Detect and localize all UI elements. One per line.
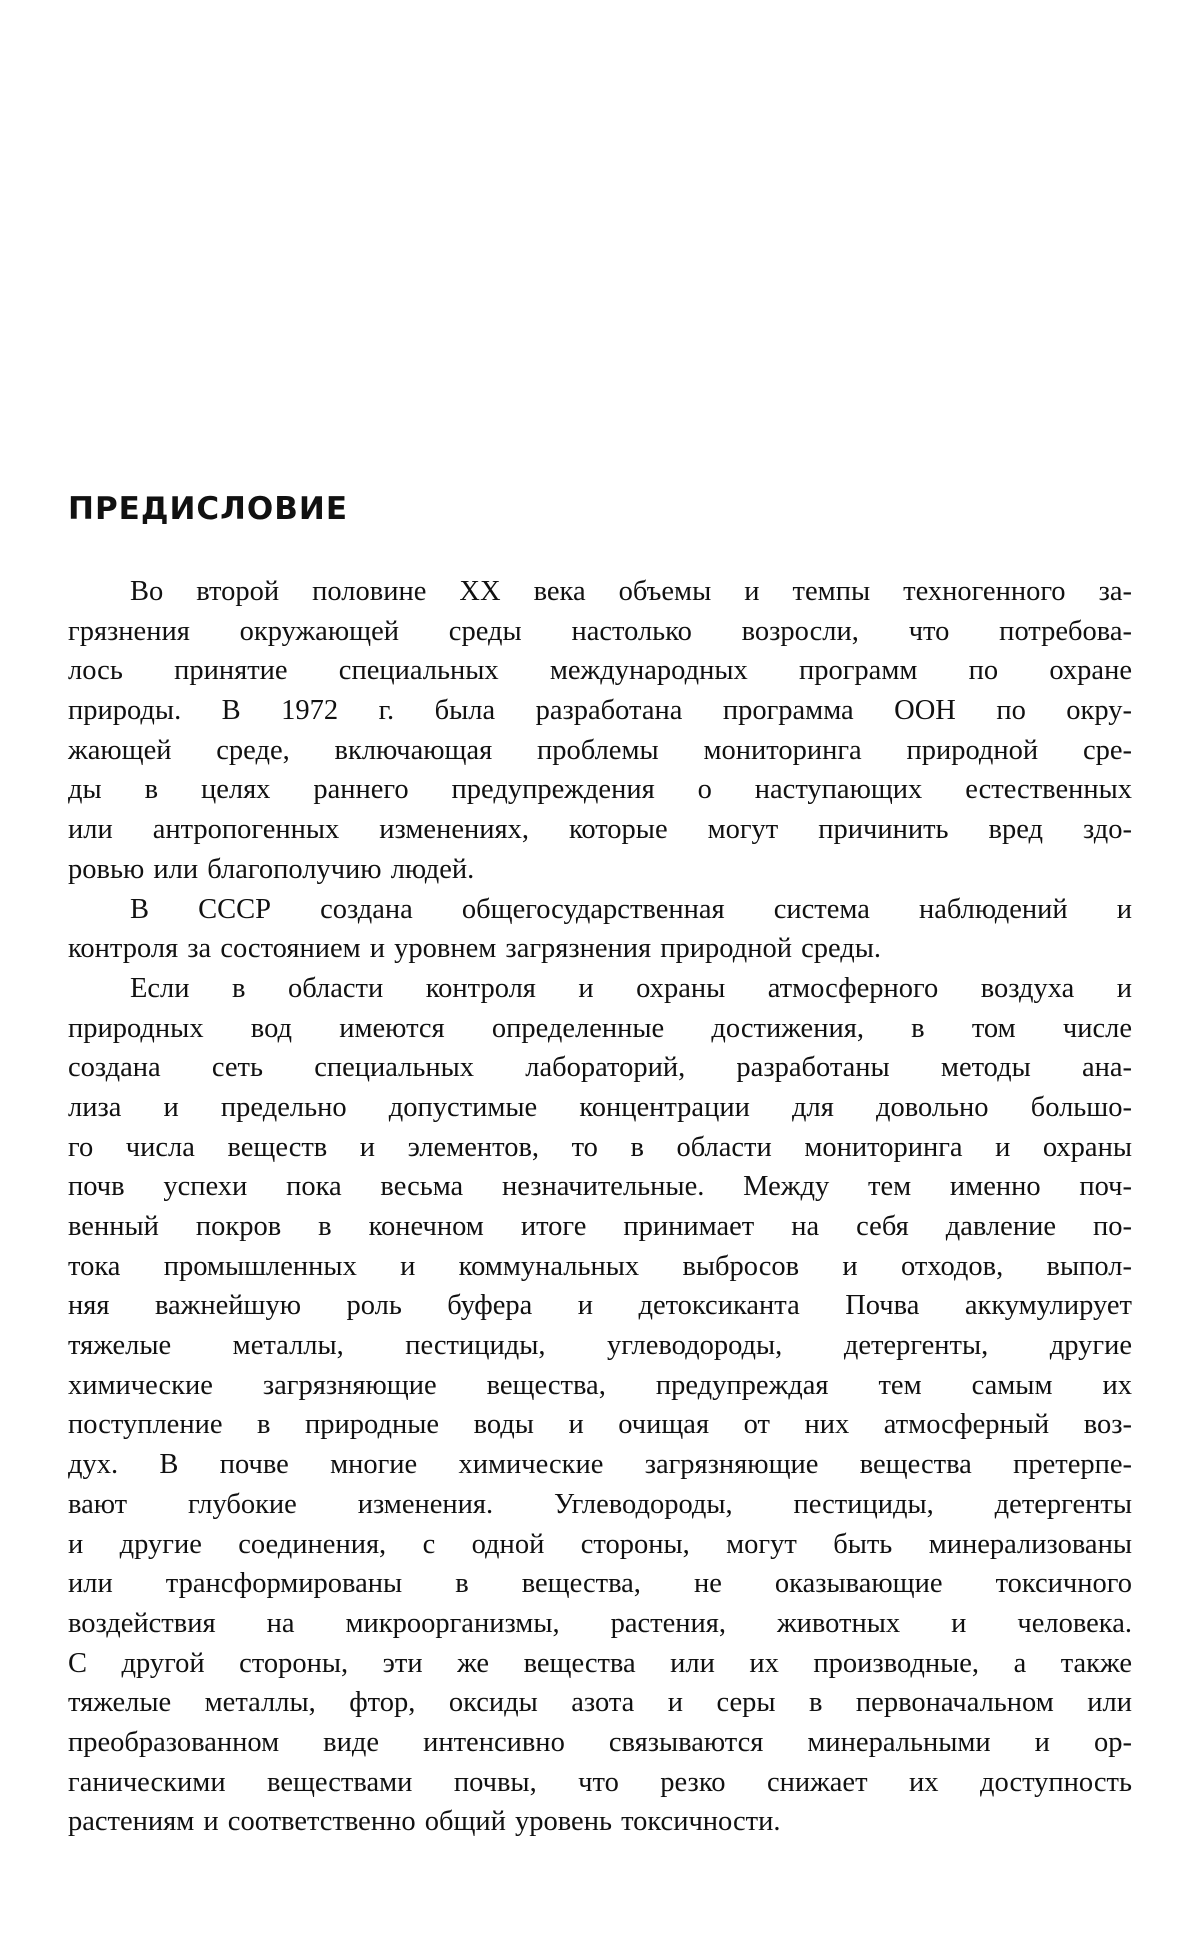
- paragraph-3-line-1: Если в области контроля и охраны атмосферного воздуха и: [130, 972, 1132, 1004]
- paragraph-1-line-2: грязнения окружающей среды настолько возросли, что потребова-: [68, 615, 1132, 647]
- paragraph-3-line-13: дух. В почве многие химические загрязняющие вещества претерпе-: [68, 1449, 1132, 1481]
- paragraph-1-line-8: ровью или благополучию людей.: [68, 853, 475, 885]
- paragraph-3-line-7: венный покров в конечном итоге принимает на себя давление по-: [68, 1211, 1132, 1242]
- paragraph-3-line-16: или трансформированы в вещества, не оказывающие токсичного: [68, 1568, 1132, 1600]
- paragraph-3-line-5: го числа веществ и элементов, то в области мониторинга и охраны: [68, 1131, 1132, 1163]
- paragraph-3-line-4: лиза и предельно допустимые концентрации для довольно большо-: [68, 1091, 1132, 1123]
- paragraph-3-line-22: растениям и соответственно общий уровень токсичности.: [68, 1806, 781, 1838]
- page-title: ПРЕДИСЛОВИЕ: [68, 491, 348, 527]
- paragraph-3-line-20: преобразованном виде интенсивно связываются минеральными и ор-: [68, 1726, 1132, 1758]
- paragraph-3-line-3: создана сеть специальных лабораторий, разработаны методы ана-: [68, 1052, 1132, 1084]
- paragraph-3-line-14: вают глубокие изменения. Углеводороды, пестициды, детергенты: [68, 1488, 1132, 1520]
- paragraph-1-line-4: природы. В 1972 г. была разработана программа ООН по окру-: [68, 695, 1132, 727]
- paragraph-1-line-3: лось принятие специальных международных программ по охране: [68, 655, 1132, 687]
- paragraph-3-line-9: няя важнейшую роль буфера и детоксиканта Почва аккумулирует: [68, 1290, 1132, 1322]
- paragraph-1-line-1: Во второй половине XX века объемы и темпы техногенного за-: [130, 576, 1132, 607]
- paragraph-2-line-2: контроля за состоянием и уровнем загрязнения природной среды.: [68, 933, 882, 965]
- preface-body: [68, 572, 1132, 1842]
- paragraph-3-line-18: С другой стороны, эти же вещества или их производные, а также: [68, 1647, 1132, 1679]
- paragraph-1-line-7: или антропогенных изменениях, которые могут причинить вред здо-: [68, 814, 1132, 846]
- paragraph-3-line-2: природных вод имеются определенные достижения, в том числе: [68, 1012, 1132, 1044]
- paragraph-3-line-21: ганическими веществами почвы, что резко снижает их доступность: [68, 1766, 1132, 1798]
- paragraph-1-line-6: ды в целях раннего предупреждения о наступающих естественных: [68, 774, 1132, 806]
- paragraph-3-line-19: тяжелые металлы, фтор, оксиды азота и серы в первоначальном или: [68, 1687, 1132, 1719]
- paragraph-3-line-10: тяжелые металлы, пестициды, углеводороды, детергенты, другие: [68, 1330, 1132, 1362]
- paragraph-3-line-15: и другие соединения, с одной стороны, могут быть минерализованы: [68, 1528, 1132, 1560]
- paragraph-3-line-12: поступление в природные воды и очищая от них атмосферный воз-: [68, 1409, 1132, 1441]
- paragraph-1-line-5: жающей среде, включающая проблемы мониторинга природной сре-: [68, 734, 1132, 766]
- paragraph-3-line-11: химические загрязняющие вещества, предупреждая тем самым их: [68, 1369, 1132, 1401]
- paragraph-2-line-1: В СССР создана общегосударственная система наблюдений и: [130, 893, 1132, 925]
- paragraph-3-line-6: почв успехи пока весьма незначительные. Между тем именно поч-: [68, 1171, 1132, 1203]
- paragraph-3-line-17: воздействия на микроорганизмы, растения, животных и человека.: [68, 1607, 1132, 1639]
- paragraph-3-line-8: тока промышленных и коммунальных выбросов и отходов, выпол-: [68, 1250, 1132, 1282]
